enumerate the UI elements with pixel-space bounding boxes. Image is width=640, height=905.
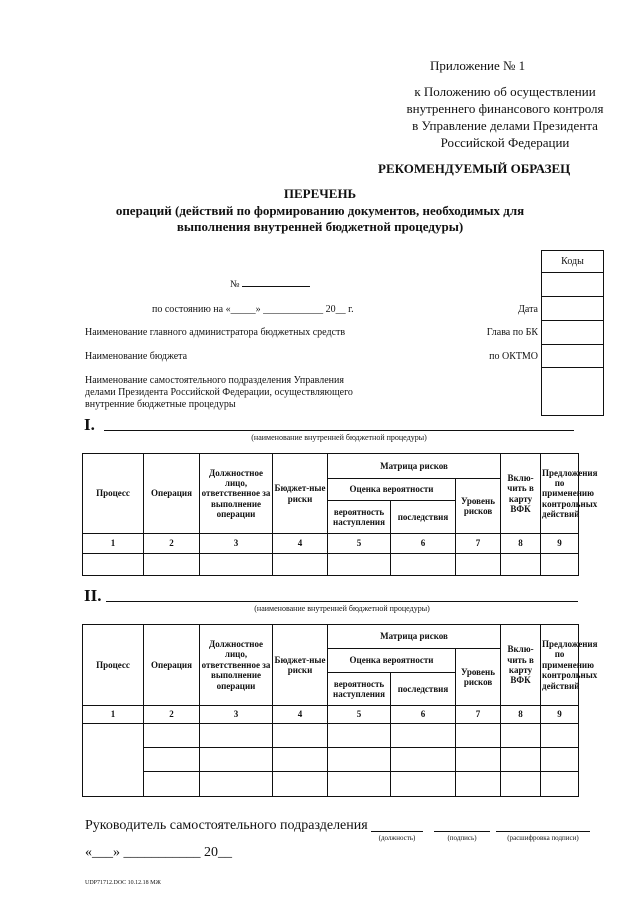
header-assessment: Оценка вероятности [328,479,456,501]
header-risks: Бюджет-ные риски [273,454,328,534]
header-include: Вклю-чить в карту ВФК [501,625,541,706]
table-cell[interactable] [200,772,273,797]
column-number: 8 [501,534,541,554]
subdivision-line: Наименование самостоятельного подразделения Управления [85,375,344,386]
column-number: 7 [456,534,501,554]
column-number: 4 [273,534,328,554]
column-number: 3 [200,706,273,724]
regulation-line: к Положению об осуществлении [414,84,596,99]
header-include: Вклю-чить в карту ВФК [501,454,541,534]
admin-label: Наименование главного администратора бюджетных средств [85,327,346,338]
chapter-code-label: Глава по БК [486,327,538,338]
table-cell[interactable] [541,772,579,797]
table-cell[interactable] [501,724,541,748]
header-probability: вероятность наступления [328,673,391,706]
table-cell[interactable] [273,724,328,748]
header-operation: Операция [144,454,200,534]
table-cell[interactable] [144,724,200,748]
header-level: Уровень рисков [456,479,501,534]
table-cell[interactable] [391,772,456,797]
table-cell[interactable] [328,724,391,748]
table-cell[interactable] [501,748,541,772]
section-1-name-line[interactable] [104,430,574,431]
table-cell[interactable] [200,748,273,772]
table-cell[interactable] [328,772,391,797]
table-cell[interactable] [200,554,273,576]
header-matrix: Матрица рисков [328,625,501,649]
table-cell[interactable] [273,554,328,576]
table-cell-process[interactable] [83,724,144,797]
header-official: Должностное лицо, ответственное за выполнение операции [200,454,273,534]
table-cell[interactable] [144,748,200,772]
table-cell[interactable] [456,724,501,748]
column-number: 9 [541,534,579,554]
table-row [83,748,579,772]
header-consequences: последствия [391,501,456,534]
column-number: 5 [328,534,391,554]
column-number: 9 [541,706,579,724]
table-cell[interactable] [144,554,200,576]
table-cell[interactable] [328,748,391,772]
table-cell[interactable] [391,748,456,772]
signature-date[interactable]: «___» ___________ 20__ [85,845,232,860]
header-proposals: Предложения по применению контрольных действий [541,454,579,534]
header-proposals: Предложения по применению контрольных действий [541,625,579,706]
table-cell[interactable] [456,772,501,797]
header-matrix: Матрица рисков [328,454,501,479]
code-cell[interactable] [542,273,604,297]
table-cell[interactable] [391,554,456,576]
table-cell[interactable] [541,724,579,748]
column-number: 5 [328,706,391,724]
budget-label: Наименование бюджета [85,351,188,362]
header-consequences: последствия [391,673,456,706]
column-number: 1 [83,706,144,724]
head-label: Руководитель самостоятельного подразделения [85,818,368,833]
code-cell-subdivision[interactable] [542,368,604,416]
code-cell-chapter[interactable] [542,321,604,345]
page-subtitle-1: операций (действий по формированию документов, необходимых для [115,203,525,218]
decoding-line[interactable] [496,831,590,832]
column-number: 6 [391,706,456,724]
position-caption: (должность) [378,834,416,842]
section-2-numeral: II. [84,586,102,605]
subdivision-line: внутренние бюджетные процедуры [85,399,236,410]
header-level: Уровень рисков [456,649,501,706]
page-subtitle-2: выполнения внутренней бюджетной процедуры) [176,219,464,234]
regulation-line: Российской Федерации [440,135,570,150]
column-number: 2 [144,706,200,724]
header-risks: Бюджет-ные риски [273,625,328,706]
code-cell-oktmo[interactable] [542,345,604,368]
subdivision-label [85,375,353,411]
operations-table-2 [82,624,598,797]
page-title: ПЕРЕЧЕНЬ [283,186,357,201]
table-row [83,724,579,748]
number-label: № [230,279,240,290]
header-process: Процесс [83,625,144,706]
table-cell[interactable] [391,724,456,748]
subdivision-line: делами Президента Российской Федерации, осуществляющего [85,387,353,398]
date-code-label: Дата [518,304,538,315]
column-number: 4 [273,706,328,724]
table-cell[interactable] [456,554,501,576]
table-cell[interactable] [273,772,328,797]
table-cell[interactable] [273,748,328,772]
table-cell[interactable] [541,554,579,576]
document-reference: UDP71712.DOC 10.12.18 МЖ [85,880,161,886]
header-official: Должностное лицо, ответственное за выполнение операции [200,625,273,706]
table-row [83,772,579,797]
column-number: 1 [83,534,144,554]
codes-header: Коды [542,251,604,273]
table-cell[interactable] [328,554,391,576]
table-cell[interactable] [501,772,541,797]
as-of-date-field[interactable]: по состоянию на «_____» ____________ 20__ г. [152,304,354,315]
oktmo-code-label: по ОКТМО [489,351,538,362]
regulation-line: в Управление делами Президента [412,118,598,133]
signature-caption: (подпись) [447,834,477,842]
position-line[interactable] [371,831,423,832]
table-cell[interactable] [83,554,144,576]
header-probability: вероятность наступления [328,501,391,534]
signature-line[interactable] [434,831,490,832]
table-cell[interactable] [144,772,200,797]
regulation-line: внутреннего финансового контроля [406,101,604,116]
decoding-caption: (расшифровка подписи) [507,834,579,842]
appendix-label: Приложение № 1 [430,58,526,73]
table-cell[interactable] [501,554,541,576]
table-row [83,554,579,576]
operations-table-1 [82,453,598,576]
table-cell[interactable] [200,724,273,748]
sample-label: РЕКОМЕНДУЕМЫЙ ОБРАЗЕЦ [378,161,571,176]
section-1-caption: (наименование внутренней бюджетной процедуры) [251,433,427,442]
section-2-caption: (наименование внутренней бюджетной процедуры) [254,604,430,613]
table-cell[interactable] [456,748,501,772]
number-field[interactable] [230,279,310,290]
column-number: 6 [391,534,456,554]
code-cell-date[interactable] [542,297,604,321]
table-cell[interactable] [541,748,579,772]
column-number: 7 [456,706,501,724]
section-1-numeral: I. [84,415,95,434]
section-2-name-line[interactable] [106,601,578,602]
regulation-reference [385,83,625,151]
header-process: Процесс [83,454,144,534]
header-operation: Операция [144,625,200,706]
column-number: 3 [200,534,273,554]
codes-table [541,250,604,416]
header-assessment: Оценка вероятности [328,649,456,673]
column-number: 2 [144,534,200,554]
column-number: 8 [501,706,541,724]
